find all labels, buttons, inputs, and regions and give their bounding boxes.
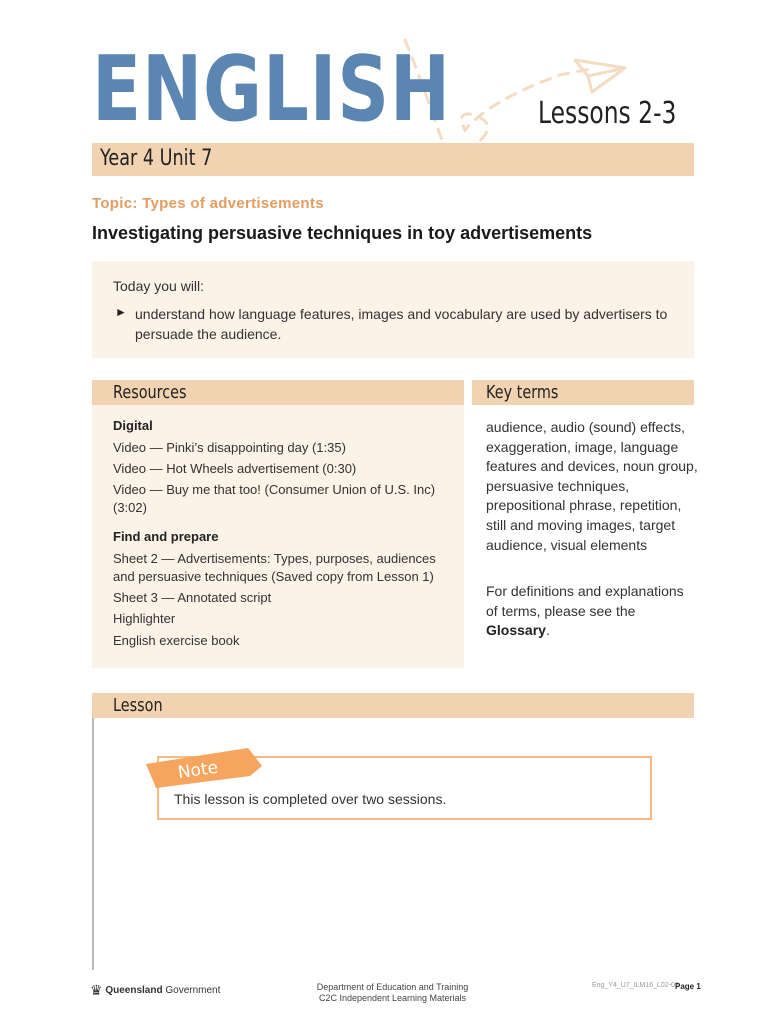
note-text: This lesson is completed over two sessions.: [174, 791, 447, 807]
today-item: understand how language features, images and vocabulary are used by advertisers to persuade the audience.: [135, 306, 668, 342]
resource-item: Video — Pinki’s disappointing day (1:35): [113, 440, 346, 455]
resource-item: Video — Hot Wheels advertisement (0:30): [113, 461, 357, 476]
logo-rest: Government: [162, 985, 221, 997]
resources-header: [92, 380, 464, 405]
logo-bold: Queensland: [105, 985, 163, 997]
resource-item: Sheet 3 — Annotated script: [113, 590, 272, 605]
subject-title: ENGLISH: [92, 37, 451, 142]
resources-heading: Resources: [113, 382, 187, 403]
note-tag: [144, 748, 269, 794]
document-code: Eng_Y4_U7_ILM16_L02-03: [592, 982, 679, 989]
glossary-link[interactable]: Glossary: [486, 622, 546, 639]
prepare-heading: Find and prepare: [113, 529, 219, 544]
key-terms-list: audience, audio (sound) effects, exaggeration, image, language features and devices, noun group, persuasive techniques, prepositional phrase, repetition, still and moving images, target audience, visual elements: [486, 419, 698, 553]
glossary-suffix: .: [545, 622, 550, 639]
government-logo: [90, 982, 220, 999]
digital-heading: Digital: [113, 418, 153, 433]
today-box: [92, 261, 694, 358]
resource-item: English exercise book: [113, 633, 240, 648]
key-terms-heading: Key terms: [486, 382, 559, 403]
resource-item: Highlighter: [113, 611, 176, 626]
unit-label: Year 4 Unit 7: [100, 146, 213, 171]
page-number: Page 1: [675, 982, 701, 991]
bullet-arrow-icon: ►: [115, 305, 127, 319]
resource-item: Sheet 2 — Advertisements: Types, purposes, audiences: [113, 551, 436, 566]
glossary-note: [486, 582, 698, 641]
unit-bar: [92, 143, 694, 176]
department-name: Department of Education and Training: [316, 982, 469, 992]
resources-box: [92, 405, 464, 668]
lesson-heading: Lesson: [113, 695, 163, 716]
note-label: Note: [176, 757, 220, 784]
resource-item: Video — Buy me that too! (Consumer Union of U.S. Inc): [113, 482, 436, 497]
resource-item: and persuasive techniques (Saved copy from Lesson 1): [113, 569, 434, 584]
program-name: C2C Independent Learning Materials: [318, 993, 467, 1003]
lessons-label: Lessons 2-3: [538, 96, 677, 131]
footer-department: [300, 982, 485, 1004]
resource-item: (3:02): [113, 500, 147, 515]
today-intro: Today you will:: [113, 278, 205, 294]
lesson-header: [92, 693, 694, 718]
lesson-rule: [92, 718, 94, 970]
topic-label: Topic: Types of advertisements: [92, 195, 324, 212]
glossary-prefix: For definitions and explanations of terms, please see the: [486, 583, 684, 619]
key-terms-header: [472, 380, 694, 405]
crest-icon: ♛: [90, 982, 103, 998]
page-subtitle: Investigating persuasive techniques in toy advertisements: [92, 223, 593, 243]
